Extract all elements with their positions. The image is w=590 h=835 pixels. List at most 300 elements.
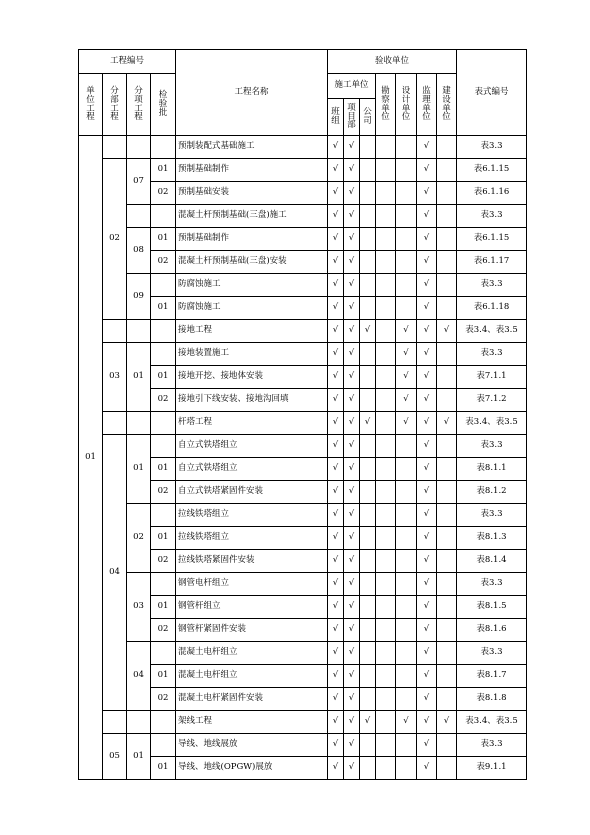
sub-item-cell — [127, 205, 151, 228]
division-cell: 04 — [103, 435, 127, 711]
check-cell — [376, 458, 396, 481]
project-name-cell: 预制装配式基础施工 — [176, 136, 328, 159]
check-mark-icon: √ — [348, 394, 355, 405]
project-name-cell: 自立式铁塔组立 — [176, 435, 328, 458]
check-cell — [396, 228, 417, 251]
inspection-lot-cell: 01 — [151, 228, 176, 251]
check-cell — [328, 205, 344, 228]
check-cell — [376, 665, 396, 688]
division-cell: 02 — [103, 159, 127, 320]
header-design-unit: 设计单位 — [396, 74, 417, 136]
form-no-cell: 表3.3 — [457, 136, 527, 159]
check-cell — [376, 251, 396, 274]
check-cell — [344, 205, 360, 228]
check-cell — [328, 159, 344, 182]
check-mark-icon: √ — [332, 325, 339, 336]
check-mark-icon: √ — [423, 624, 430, 635]
check-cell — [376, 297, 396, 320]
check-cell — [437, 343, 457, 366]
check-cell — [328, 596, 344, 619]
form-no-cell: 表8.1.2 — [457, 481, 527, 504]
form-no-cell: 表3.3 — [457, 504, 527, 527]
check-cell — [417, 320, 437, 343]
check-mark-icon: √ — [332, 302, 339, 313]
check-cell — [360, 320, 376, 343]
check-cell — [328, 228, 344, 251]
project-name-cell: 预制基础安装 — [176, 182, 328, 205]
check-cell — [328, 435, 344, 458]
check-mark-icon: √ — [332, 233, 339, 244]
check-cell — [360, 343, 376, 366]
check-cell — [328, 642, 344, 665]
check-mark-icon: √ — [332, 670, 339, 681]
inspection-lot-cell: 02 — [151, 182, 176, 205]
check-cell — [417, 642, 437, 665]
check-cell — [437, 297, 457, 320]
check-mark-icon: √ — [348, 187, 355, 198]
check-cell — [328, 320, 344, 343]
form-no-cell: 表6.1.15 — [457, 228, 527, 251]
check-cell — [437, 619, 457, 642]
table-row — [79, 504, 527, 527]
sub-item-cell — [127, 320, 151, 343]
check-mark-icon: √ — [423, 141, 430, 152]
table-row — [79, 734, 527, 757]
check-cell — [417, 297, 437, 320]
check-cell — [396, 596, 417, 619]
division-cell: 03 — [103, 343, 127, 412]
check-mark-icon: √ — [332, 601, 339, 612]
check-mark-icon: √ — [364, 716, 371, 727]
check-cell — [417, 366, 437, 389]
check-cell — [396, 711, 417, 734]
check-cell — [328, 619, 344, 642]
form-no-cell: 表3.3 — [457, 343, 527, 366]
check-mark-icon: √ — [348, 739, 355, 750]
inspection-lot-cell — [151, 320, 176, 343]
check-cell — [396, 573, 417, 596]
check-cell — [344, 596, 360, 619]
project-name-cell: 架线工程 — [176, 711, 328, 734]
check-cell — [328, 665, 344, 688]
check-cell — [417, 619, 437, 642]
inspection-lot-cell — [151, 343, 176, 366]
check-mark-icon: √ — [423, 532, 430, 543]
check-cell — [437, 182, 457, 205]
table-body — [79, 136, 527, 780]
project-name-cell: 混凝土电杆紧固件安装 — [176, 688, 328, 711]
inspection-lot-cell: 02 — [151, 688, 176, 711]
form-no-cell: 表7.1.2 — [457, 389, 527, 412]
check-cell — [344, 688, 360, 711]
check-cell — [437, 366, 457, 389]
check-cell — [360, 435, 376, 458]
check-cell — [344, 159, 360, 182]
check-cell — [344, 366, 360, 389]
check-mark-icon: √ — [332, 693, 339, 704]
check-mark-icon: √ — [423, 325, 430, 336]
check-cell — [396, 527, 417, 550]
check-cell — [417, 573, 437, 596]
sub-item-cell: 07 — [127, 159, 151, 205]
header-construction-unit: 施工单位 — [328, 74, 376, 99]
check-cell — [360, 182, 376, 205]
check-mark-icon: √ — [348, 164, 355, 175]
check-cell — [417, 458, 437, 481]
check-cell — [328, 550, 344, 573]
check-cell — [396, 642, 417, 665]
inspection-lot-cell: 02 — [151, 481, 176, 504]
check-mark-icon: √ — [348, 601, 355, 612]
check-mark-icon: √ — [423, 187, 430, 198]
check-mark-icon: √ — [423, 371, 430, 382]
sub-item-cell: 04 — [127, 642, 151, 711]
header-owner-unit: 建设单位 — [437, 74, 457, 136]
check-mark-icon: √ — [423, 555, 430, 566]
header-project-name: 工程名称 — [176, 50, 328, 136]
check-mark-icon: √ — [332, 624, 339, 635]
check-mark-icon: √ — [403, 348, 409, 359]
form-no-cell: 表9.1.1 — [457, 757, 527, 780]
check-cell — [396, 412, 417, 435]
form-no-cell: 表8.1.5 — [457, 596, 527, 619]
check-cell — [328, 573, 344, 596]
check-cell — [344, 527, 360, 550]
check-mark-icon: √ — [348, 141, 355, 152]
check-cell — [344, 228, 360, 251]
check-cell — [396, 504, 417, 527]
check-cell — [396, 182, 417, 205]
form-no-cell: 表3.4、表3.5 — [457, 412, 527, 435]
form-no-cell: 表3.3 — [457, 435, 527, 458]
check-cell — [360, 297, 376, 320]
sub-item-cell: 09 — [127, 274, 151, 320]
check-mark-icon: √ — [332, 486, 339, 497]
check-mark-icon: √ — [423, 578, 430, 589]
inspection-lot-cell — [151, 136, 176, 159]
check-cell — [396, 550, 417, 573]
sub-item-cell — [127, 136, 151, 159]
check-cell — [328, 757, 344, 780]
check-cell — [376, 734, 396, 757]
check-cell — [360, 458, 376, 481]
division-cell: 05 — [103, 734, 127, 780]
inspection-lot-cell — [151, 573, 176, 596]
check-cell — [376, 228, 396, 251]
check-cell — [437, 527, 457, 550]
check-cell — [360, 711, 376, 734]
check-cell — [360, 734, 376, 757]
inspection-lot-cell — [151, 504, 176, 527]
check-cell — [376, 481, 396, 504]
project-name-cell: 拉线铁塔组立 — [176, 504, 328, 527]
check-cell — [376, 550, 396, 573]
inspection-lot-cell — [151, 734, 176, 757]
check-cell — [396, 320, 417, 343]
check-cell — [344, 619, 360, 642]
sub-item-cell: 01 — [127, 435, 151, 504]
check-mark-icon: √ — [443, 417, 450, 428]
sub-item-cell — [127, 412, 151, 435]
check-cell — [417, 504, 437, 527]
check-cell — [376, 504, 396, 527]
check-mark-icon: √ — [332, 647, 339, 658]
check-cell — [376, 320, 396, 343]
inspection-lot-cell — [151, 274, 176, 297]
check-cell — [437, 228, 457, 251]
check-cell — [344, 550, 360, 573]
check-mark-icon: √ — [348, 509, 355, 520]
check-cell — [376, 412, 396, 435]
check-mark-icon: √ — [332, 210, 339, 221]
check-mark-icon: √ — [423, 302, 430, 313]
check-mark-icon: √ — [348, 555, 355, 566]
check-cell — [437, 435, 457, 458]
check-cell — [417, 688, 437, 711]
check-mark-icon: √ — [423, 647, 430, 658]
inspection-lot-cell: 02 — [151, 619, 176, 642]
check-mark-icon: √ — [423, 233, 430, 244]
check-cell — [396, 688, 417, 711]
check-mark-icon: √ — [423, 348, 430, 359]
check-cell — [437, 251, 457, 274]
check-cell — [376, 596, 396, 619]
check-cell — [396, 734, 417, 757]
inspection-lot-cell: 02 — [151, 389, 176, 412]
check-cell — [437, 665, 457, 688]
check-cell — [344, 435, 360, 458]
check-cell — [376, 159, 396, 182]
header-project-dept: 项目部 — [344, 99, 360, 136]
check-cell — [360, 389, 376, 412]
check-cell — [417, 412, 437, 435]
inspection-lot-cell — [151, 205, 176, 228]
table-row — [79, 205, 527, 228]
project-name-cell: 钢管杆组立 — [176, 596, 328, 619]
check-cell — [328, 136, 344, 159]
sub-item-cell: 02 — [127, 504, 151, 573]
check-cell — [437, 159, 457, 182]
form-no-cell: 表8.1.3 — [457, 527, 527, 550]
project-name-cell: 混凝土电杆组立 — [176, 665, 328, 688]
check-cell — [344, 504, 360, 527]
check-cell — [437, 136, 457, 159]
check-cell — [396, 665, 417, 688]
table-row — [79, 136, 527, 159]
acceptance-table — [78, 49, 527, 780]
check-mark-icon: √ — [348, 256, 355, 267]
check-mark-icon: √ — [364, 417, 371, 428]
check-cell — [417, 481, 437, 504]
header-division: 分部工程 — [103, 74, 127, 136]
check-cell — [417, 251, 437, 274]
check-cell — [437, 757, 457, 780]
form-no-cell: 表8.1.6 — [457, 619, 527, 642]
inspection-lot-cell: 01 — [151, 159, 176, 182]
check-cell — [328, 412, 344, 435]
division-cell — [103, 136, 127, 159]
project-name-cell: 防腐蚀施工 — [176, 297, 328, 320]
check-cell — [328, 527, 344, 550]
form-no-cell: 表8.1.7 — [457, 665, 527, 688]
check-cell — [437, 274, 457, 297]
check-mark-icon: √ — [332, 279, 339, 290]
check-mark-icon: √ — [443, 325, 450, 336]
form-no-cell: 表3.4、表3.5 — [457, 711, 527, 734]
check-cell — [437, 596, 457, 619]
check-mark-icon: √ — [423, 279, 430, 290]
check-cell — [344, 297, 360, 320]
check-cell — [437, 458, 457, 481]
project-name-cell: 预制基础制作 — [176, 159, 328, 182]
check-cell — [396, 435, 417, 458]
project-name-cell: 接地引下线安装、接地沟回填 — [176, 389, 328, 412]
check-cell — [360, 665, 376, 688]
check-mark-icon: √ — [423, 716, 430, 727]
check-cell — [344, 343, 360, 366]
inspection-lot-cell: 01 — [151, 596, 176, 619]
sub-item-cell: 01 — [127, 734, 151, 780]
check-cell — [417, 435, 437, 458]
inspection-lot-cell: 01 — [151, 366, 176, 389]
check-cell — [437, 205, 457, 228]
check-mark-icon: √ — [403, 394, 409, 405]
check-cell — [360, 642, 376, 665]
division-cell — [103, 412, 127, 435]
check-cell — [344, 573, 360, 596]
header-unit-project: 单位工程 — [79, 74, 103, 136]
check-mark-icon: √ — [332, 555, 339, 566]
check-mark-icon: √ — [332, 762, 339, 773]
check-mark-icon: √ — [423, 670, 430, 681]
sub-item-cell: 01 — [127, 343, 151, 412]
header-form-no: 表式编号 — [457, 50, 527, 136]
check-cell — [396, 343, 417, 366]
header-team: 班组 — [328, 99, 344, 136]
project-name-cell: 混凝土杆预制基础(三盘)施工 — [176, 205, 328, 228]
project-name-cell: 自立式铁塔紧固件安装 — [176, 481, 328, 504]
check-cell — [417, 734, 437, 757]
inspection-lot-cell: 01 — [151, 527, 176, 550]
check-cell — [360, 757, 376, 780]
check-mark-icon: √ — [332, 164, 339, 175]
check-cell — [376, 642, 396, 665]
check-cell — [376, 274, 396, 297]
check-cell — [360, 619, 376, 642]
project-name-cell: 拉线铁塔紧固件安装 — [176, 550, 328, 573]
check-mark-icon: √ — [423, 394, 430, 405]
project-name-cell: 防腐蚀施工 — [176, 274, 328, 297]
check-cell — [437, 389, 457, 412]
form-no-cell: 表6.1.16 — [457, 182, 527, 205]
check-cell — [437, 412, 457, 435]
table-row — [79, 159, 527, 182]
check-cell — [344, 734, 360, 757]
check-cell — [344, 136, 360, 159]
check-cell — [360, 412, 376, 435]
form-no-cell: 表3.3 — [457, 205, 527, 228]
division-cell — [103, 320, 127, 343]
project-name-cell: 混凝土电杆组立 — [176, 642, 328, 665]
check-cell — [328, 343, 344, 366]
header-acceptance-unit: 验收单位 — [328, 50, 457, 74]
inspection-lot-cell: 01 — [151, 665, 176, 688]
header-sub-item: 分项工程 — [127, 74, 151, 136]
check-mark-icon: √ — [364, 325, 371, 336]
check-cell — [376, 757, 396, 780]
check-cell — [344, 481, 360, 504]
check-mark-icon: √ — [403, 716, 409, 727]
project-name-cell: 导线、地线展放 — [176, 734, 328, 757]
check-mark-icon: √ — [332, 417, 339, 428]
check-cell — [328, 734, 344, 757]
inspection-lot-cell: 01 — [151, 458, 176, 481]
project-name-cell: 预制基础制作 — [176, 228, 328, 251]
check-mark-icon: √ — [348, 762, 355, 773]
form-no-cell: 表3.4、表3.5 — [457, 320, 527, 343]
check-cell — [417, 665, 437, 688]
check-cell — [376, 389, 396, 412]
check-mark-icon: √ — [348, 463, 355, 474]
check-mark-icon: √ — [332, 440, 339, 451]
check-cell — [417, 550, 437, 573]
unit-project-cell: 01 — [79, 136, 103, 780]
inspection-lot-cell — [151, 642, 176, 665]
check-cell — [417, 205, 437, 228]
check-cell — [328, 688, 344, 711]
check-mark-icon: √ — [332, 141, 339, 152]
check-mark-icon: √ — [348, 693, 355, 704]
check-mark-icon: √ — [332, 463, 339, 474]
form-no-cell: 表6.1.15 — [457, 159, 527, 182]
check-cell — [417, 596, 437, 619]
sub-item-cell — [127, 711, 151, 734]
check-cell — [396, 205, 417, 228]
check-cell — [376, 205, 396, 228]
check-mark-icon: √ — [348, 210, 355, 221]
check-mark-icon: √ — [348, 440, 355, 451]
check-mark-icon: √ — [348, 325, 355, 336]
check-cell — [396, 481, 417, 504]
check-cell — [328, 366, 344, 389]
table-row — [79, 228, 527, 251]
check-mark-icon: √ — [348, 279, 355, 290]
check-cell — [376, 435, 396, 458]
check-cell — [396, 297, 417, 320]
check-cell — [376, 688, 396, 711]
check-mark-icon: √ — [332, 739, 339, 750]
check-cell — [344, 665, 360, 688]
check-mark-icon: √ — [423, 164, 430, 175]
check-mark-icon: √ — [423, 440, 430, 451]
check-cell — [328, 297, 344, 320]
check-cell — [437, 734, 457, 757]
check-mark-icon: √ — [332, 256, 339, 267]
check-mark-icon: √ — [423, 762, 430, 773]
check-mark-icon: √ — [423, 417, 430, 428]
check-mark-icon: √ — [423, 509, 430, 520]
check-cell — [417, 159, 437, 182]
check-cell — [344, 412, 360, 435]
check-cell — [344, 711, 360, 734]
project-name-cell: 杆塔工程 — [176, 412, 328, 435]
table-row — [79, 412, 527, 435]
check-cell — [437, 320, 457, 343]
check-cell — [344, 389, 360, 412]
project-name-cell: 钢管杆紧固件安装 — [176, 619, 328, 642]
check-cell — [437, 481, 457, 504]
check-mark-icon: √ — [348, 417, 355, 428]
